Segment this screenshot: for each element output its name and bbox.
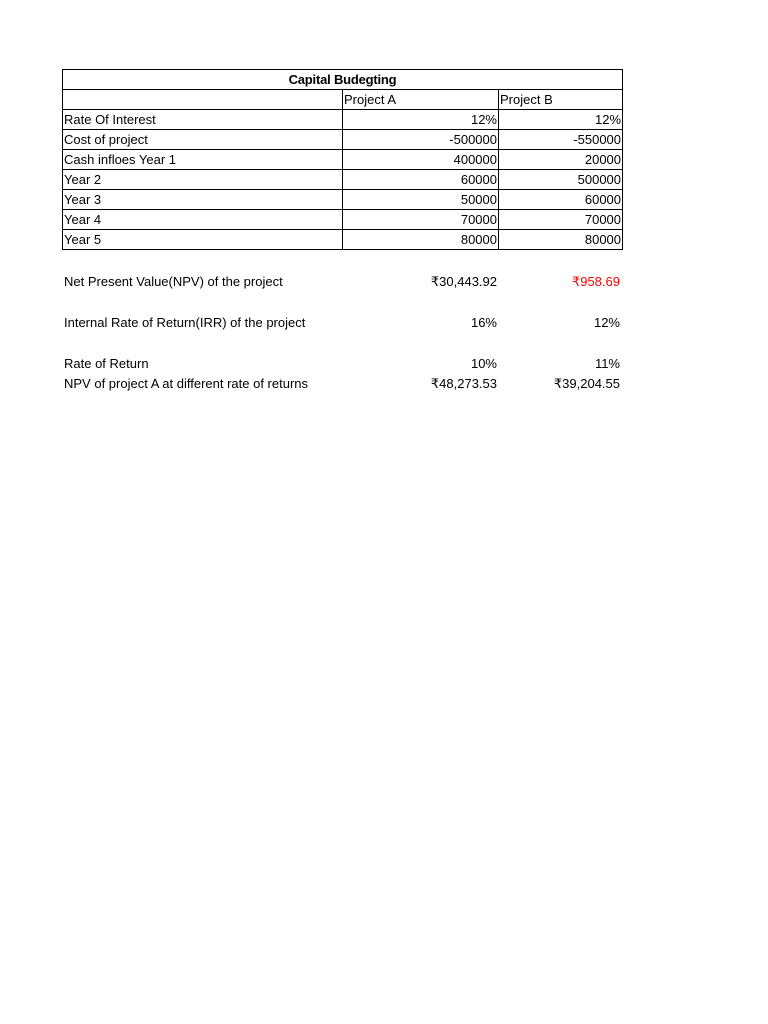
row-label[interactable]: Year 3 [63, 190, 343, 210]
project-b-value[interactable]: 20000 [499, 150, 623, 170]
project-b-value[interactable]: 500000 [499, 170, 623, 190]
table-row [63, 190, 623, 210]
row-label[interactable]: Cost of project [63, 130, 343, 150]
irr-project-a[interactable]: 16% [470, 315, 497, 330]
rate-of-return-label[interactable]: Rate of Return [64, 356, 149, 371]
irr-project-b[interactable]: 12% [593, 315, 620, 330]
npv-row [62, 272, 622, 292]
project-a-value[interactable]: 60000 [343, 170, 499, 190]
row-label[interactable]: Rate Of Interest [63, 110, 343, 130]
project-b-value[interactable]: -550000 [499, 130, 623, 150]
row-label[interactable]: Year 2 [63, 170, 343, 190]
project-a-value[interactable]: 400000 [343, 150, 499, 170]
capital-budgeting-table [62, 69, 623, 250]
project-b-value[interactable]: 60000 [499, 190, 623, 210]
npv-at-rate-a[interactable]: ₹48,273.53 [430, 376, 497, 391]
npv-project-b[interactable]: ₹958.69 [571, 274, 620, 289]
npv-at-rates-row [62, 374, 622, 394]
npv-label[interactable]: Net Present Value(NPV) of the project [64, 274, 283, 289]
irr-row [62, 313, 622, 333]
row-label[interactable]: Cash infloes Year 1 [63, 150, 343, 170]
npv-at-rates-label[interactable]: NPV of project A at different rate of returns [64, 376, 309, 391]
project-a-value[interactable]: 70000 [343, 210, 499, 230]
rate-of-return-b[interactable]: 11% [594, 356, 620, 371]
header-project-a[interactable]: Project A [343, 90, 499, 110]
rate-of-return-row [62, 354, 622, 374]
table-title-row [63, 70, 623, 90]
project-a-value[interactable]: 50000 [343, 190, 499, 210]
npv-project-a[interactable]: ₹30,443.92 [430, 274, 497, 289]
header-project-b[interactable]: Project B [499, 90, 623, 110]
npv-at-rate-b[interactable]: ₹39,204.55 [553, 376, 620, 391]
project-a-value[interactable]: 12% [343, 110, 499, 130]
irr-label[interactable]: Internal Rate of Return(IRR) of the project [64, 315, 306, 330]
table-row [63, 210, 623, 230]
table-row [63, 150, 623, 170]
project-b-value[interactable]: 70000 [499, 210, 623, 230]
project-b-value[interactable]: 80000 [499, 230, 623, 250]
table-row [63, 230, 623, 250]
project-b-value[interactable]: 12% [499, 110, 623, 130]
project-a-value[interactable]: -500000 [343, 130, 499, 150]
table-row [63, 170, 623, 190]
table-title[interactable]: Capital Budegting [63, 70, 623, 90]
table-header-row [63, 90, 623, 110]
project-a-value[interactable]: 80000 [343, 230, 499, 250]
rate-of-return-a[interactable]: 10% [470, 356, 497, 371]
table-row [63, 130, 623, 150]
row-label[interactable]: Year 4 [63, 210, 343, 230]
row-label[interactable]: Year 5 [63, 230, 343, 250]
header-label-cell[interactable] [63, 90, 343, 110]
table-row [63, 110, 623, 130]
